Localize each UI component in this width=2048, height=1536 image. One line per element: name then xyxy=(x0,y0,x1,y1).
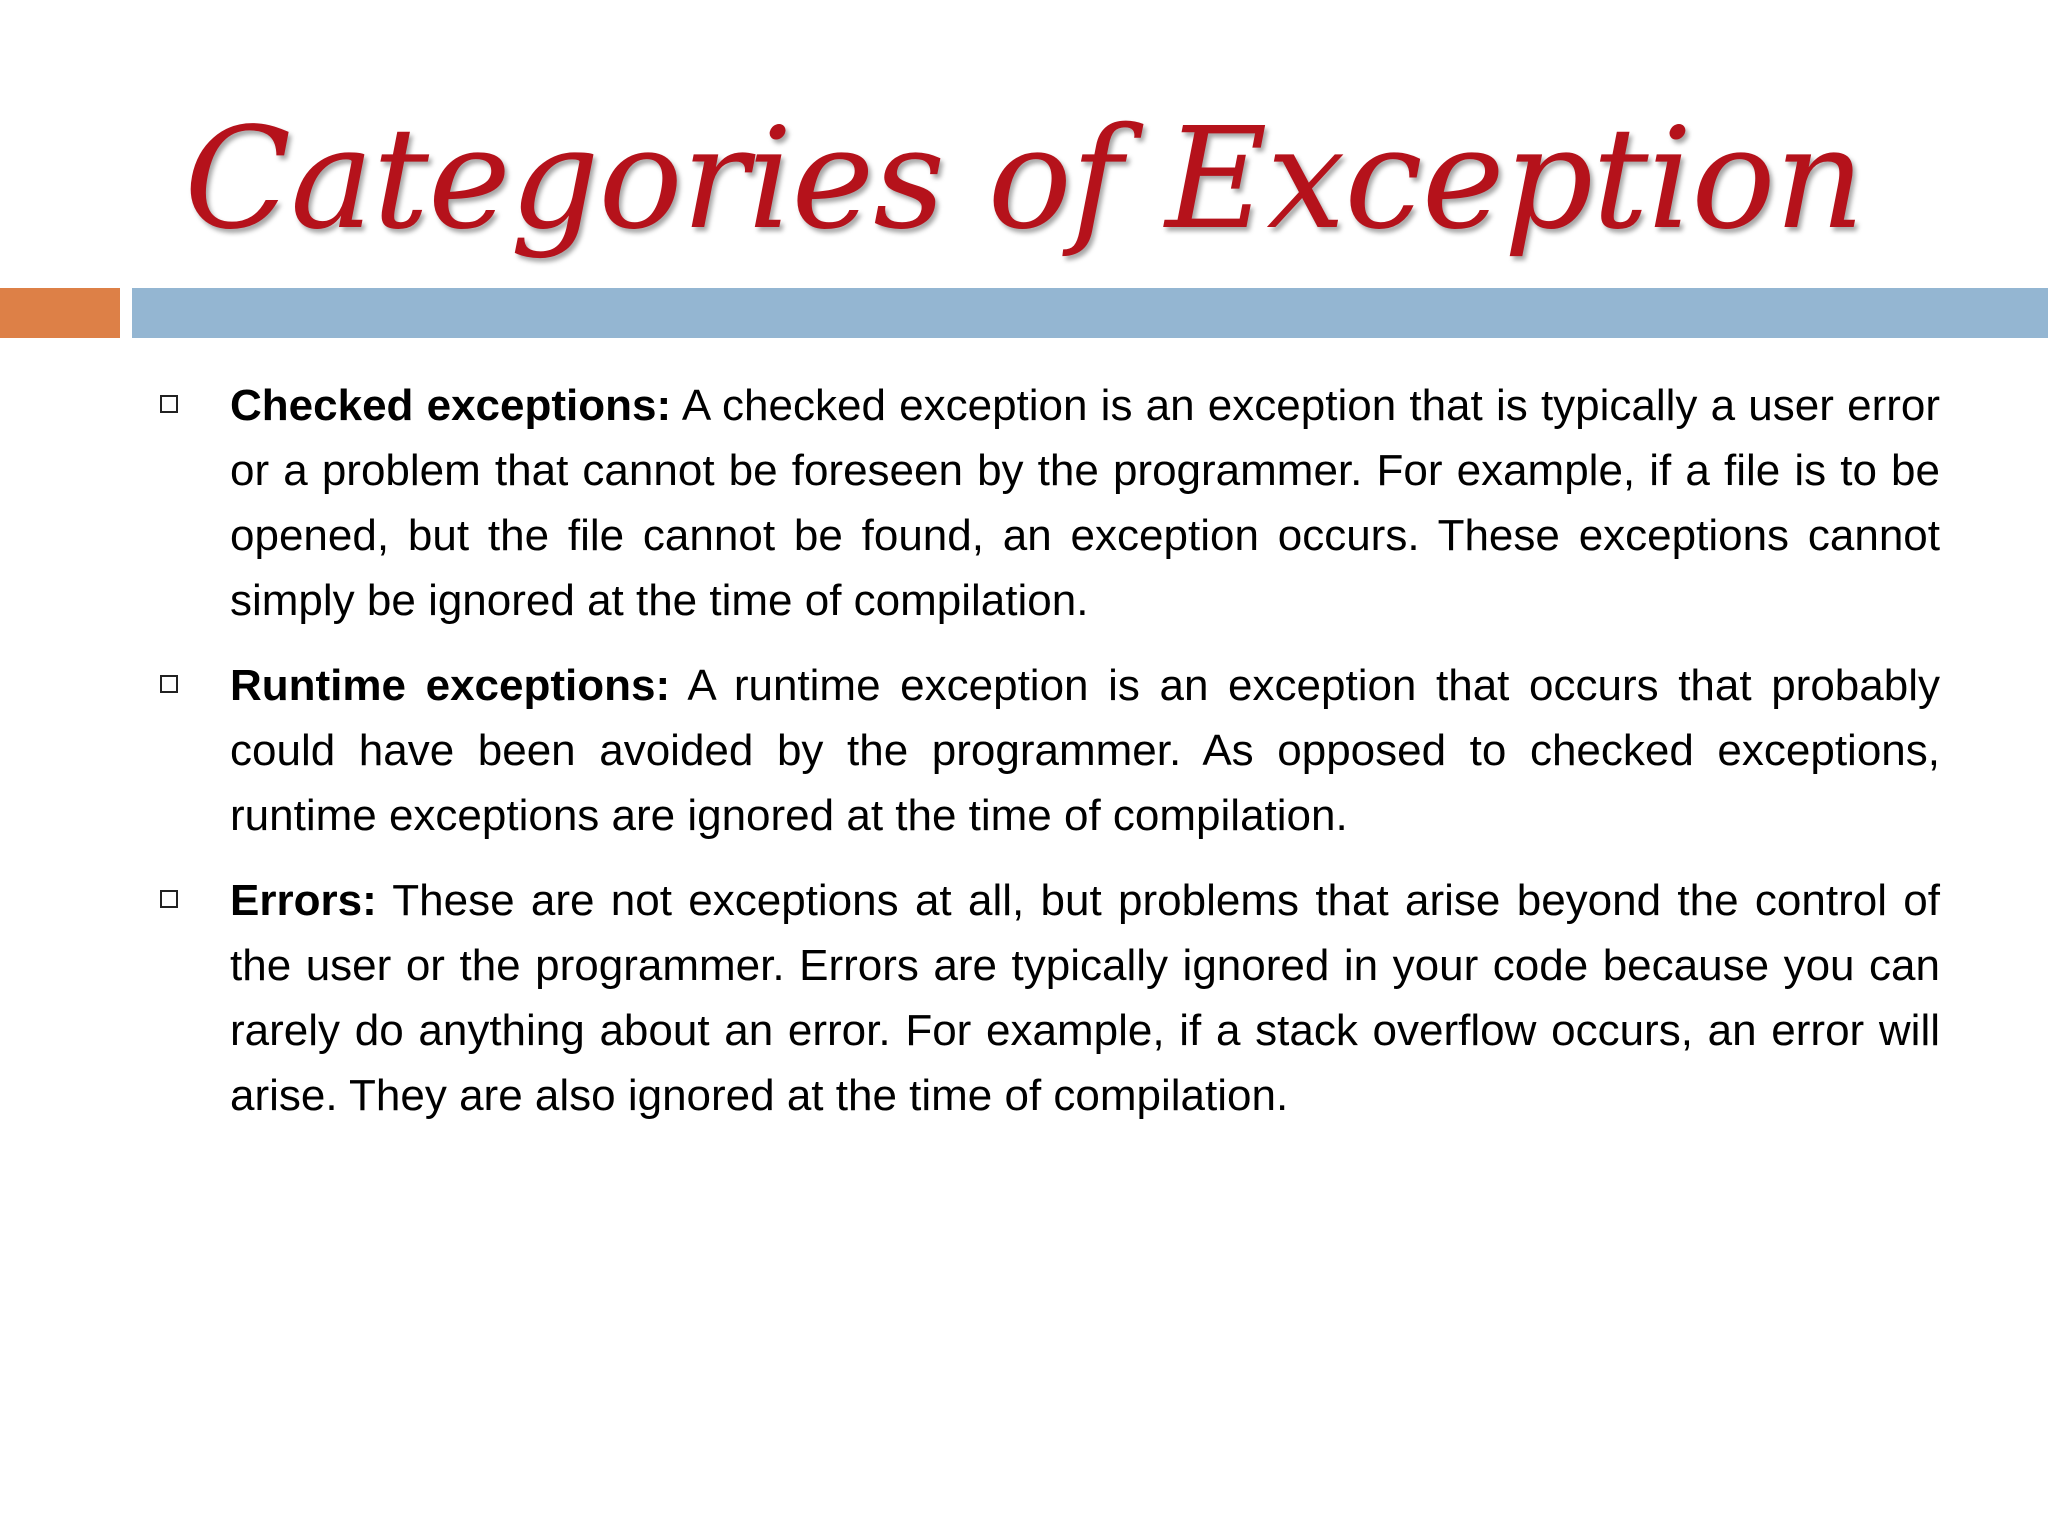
bullet-description: These are not exceptions at all, but problems that arise beyond the control of the user or the programmer. Errors are typically ignored in your code because you can rarely do anything about an error. For example, if a stack overflow occurs, an error will arise. They are also ignored at the time of compilation. xyxy=(230,876,1940,1120)
accent-bar-blue xyxy=(132,288,2048,338)
square-outline-icon xyxy=(160,395,178,413)
bullet-list xyxy=(0,373,2048,1148)
bullet-term: Checked exceptions: xyxy=(230,381,672,430)
square-outline-icon xyxy=(160,890,178,908)
bullet-term: Runtime exceptions: xyxy=(230,661,671,710)
slide-title: Categories of Exception xyxy=(184,98,1864,261)
bullet-text xyxy=(230,868,1940,1128)
bullet-item-errors xyxy=(0,868,2048,1128)
bullet-item-checked-exceptions xyxy=(0,373,2048,633)
bullet-item-runtime-exceptions xyxy=(0,653,2048,848)
accent-bar-orange xyxy=(0,288,120,338)
bullet-text xyxy=(230,653,1940,848)
square-outline-icon xyxy=(160,675,178,693)
bullet-text xyxy=(230,373,1940,633)
bullet-term: Errors: xyxy=(230,876,377,925)
bullet-description: A checked exception is an exception that is typically a user error or a problem that cannot be foreseen by the programmer. For example, if a file is to be opened, but the file cannot be found, an exception occurs. These exceptions cannot simply be ignored at the time of compilation. xyxy=(230,381,1941,625)
bullet-description: A runtime exception is an exception that occurs that probably could have been avoided by the programmer. As opposed to checked exceptions, runtime exceptions are ignored at the time of compilation. xyxy=(230,661,1940,840)
